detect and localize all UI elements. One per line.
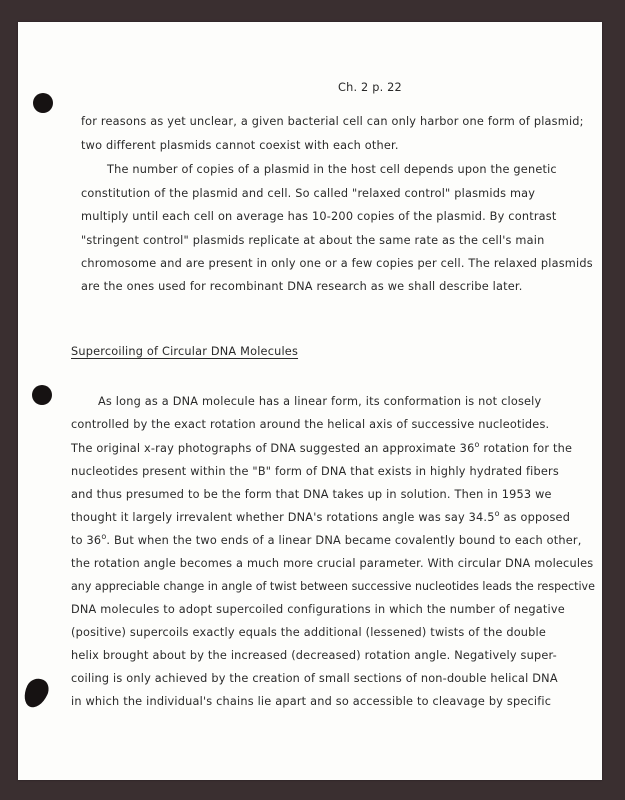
text-line: in which the individual's chains lie apart and so accessible to cleavage by specific (71, 695, 552, 708)
text-line: two different plasmids cannot coexist with each other. (81, 139, 399, 152)
text-line: constitution of the plasmid and cell. So called "relaxed control" plasmids may (81, 187, 536, 200)
text-line: for reasons as yet unclear, a given bacterial cell can only harbor one form of plasmid; (81, 115, 584, 128)
text-line: any appreciable change in angle of twist between successive nucleotides leads the respective (71, 580, 595, 593)
text-line: "stringent control" plasmids replicate at about the same rate as the cell's main (81, 234, 545, 247)
text-line: thought it largely irrevalent whether DNA's rotations angle was say 34.5$^o$ as opposed (71, 509, 571, 524)
page-header: Ch. 2 p. 22 (338, 81, 402, 94)
text-line: to 36$^o$. But when the two ends of a linear DNA became covalently bound to each other, (71, 532, 582, 547)
text-line: controlled by the exact rotation around the helical axis of successive nucleotides. (71, 418, 550, 431)
section-heading: Supercoiling of Circular DNA Molecules (71, 345, 299, 358)
text-line: The original x-ray photographs of DNA suggested an approximate 36$^o$ rotation for the (71, 440, 573, 455)
text-line: As long as a DNA molecule has a linear form, its conformation is not closely (98, 395, 542, 408)
text-line: The number of copies of a plasmid in the host cell depends upon the genetic (107, 163, 557, 176)
text-line: DNA molecules to adopt supercoiled configurations in which the number of negative (71, 603, 565, 616)
text-line: multiply until each cell on average has 10-200 copies of the plasmid. By contrast (81, 210, 557, 223)
text-line: nucleotides present within the "B" form of DNA that exists in highly hydrated fibers (71, 465, 559, 478)
text-line: (positive) supercoils exactly equals the additional (lessened) twists of the double (71, 626, 547, 639)
text-line: and thus presumed to be the form that DNA takes up in solution. Then in 1953 we (71, 488, 552, 501)
text-line: helix brought about by the increased (decreased) rotation angle. Negatively super- (71, 649, 557, 662)
text-line: chromosome and are present in only one or a few copies per cell. The relaxed plasmids (81, 257, 593, 270)
text-line: the rotation angle becomes a much more crucial parameter. With circular DNA molecules (71, 557, 594, 570)
text-line: are the ones used for recombinant DNA research as we shall describe later. (81, 280, 523, 293)
punch-hole (32, 385, 52, 405)
text-line: coiling is only achieved by the creation of small sections of non-double helical DNA (71, 672, 558, 685)
punch-hole (33, 93, 53, 113)
